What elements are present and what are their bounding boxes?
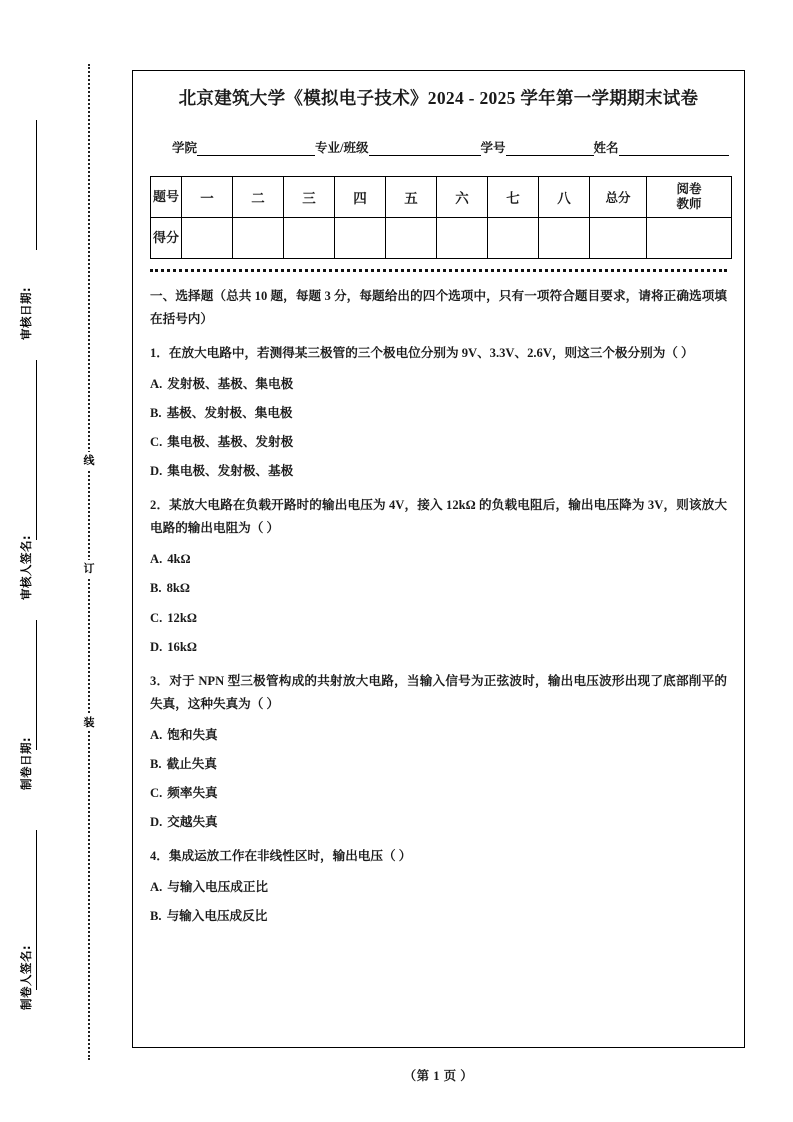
info-blank-name[interactable] <box>619 142 729 156</box>
score-cell-grader[interactable] <box>647 218 732 259</box>
info-field-college <box>172 138 315 156</box>
exam-body <box>150 285 727 926</box>
student-info-row <box>150 138 727 156</box>
fold-word-bind: 订 <box>81 560 97 577</box>
table-row-question-numbers <box>151 177 732 218</box>
question-2-option-b[interactable] <box>150 578 727 598</box>
score-cell-3[interactable] <box>284 218 335 259</box>
option-letter: B. <box>150 909 162 924</box>
score-col-1: 一 <box>182 177 233 218</box>
score-col-4: 四 <box>335 177 386 218</box>
option-letter: B. <box>150 756 162 771</box>
option-text: 集电极、发射极、基极 <box>167 464 294 479</box>
question-2-option-a[interactable] <box>150 549 727 569</box>
option-text: 集电极、基极、发射极 <box>167 435 294 450</box>
fold-word-line: 线 <box>81 452 97 469</box>
info-label-college: 学院 <box>172 141 198 156</box>
question-2-option-d[interactable] <box>150 637 727 657</box>
margin-rule-1 <box>36 120 37 250</box>
score-col-7: 七 <box>488 177 539 218</box>
question-4-option-b[interactable] <box>150 906 727 926</box>
info-blank-student-id[interactable] <box>506 142 594 156</box>
score-cell-5[interactable] <box>386 218 437 259</box>
score-col-5: 五 <box>386 177 437 218</box>
question-stem-2: 2．某放大电路在负载开路时的输出电压为 4V，接入 12kΩ 的负载电阻后，输出电压降为 3V，则该放大电路的输出电阻为（ ） <box>150 498 727 536</box>
margin-rule-4 <box>36 830 37 990</box>
left-margin-annotations <box>0 0 120 1122</box>
option-letter: C. <box>150 785 163 800</box>
dotted-separator <box>150 269 727 272</box>
grader-label-line2: 教师 <box>676 197 702 212</box>
option-letter: A. <box>150 376 163 391</box>
rowhead-text-score: 得分 <box>152 229 179 245</box>
option-letter: A. <box>150 727 163 742</box>
margin-label-preparer-signature: 制卷人签名: <box>19 944 33 1010</box>
margin-label-prepare-date: 制卷日期: <box>19 736 33 790</box>
info-label-student-id: 学号 <box>480 141 506 156</box>
score-table-rowhead-question-no <box>151 177 182 218</box>
margin-rule-2 <box>36 360 37 540</box>
option-letter: B. <box>150 405 162 420</box>
option-text: 12kΩ <box>167 610 197 625</box>
option-text: 8kΩ <box>166 581 190 596</box>
option-text: 饱和失真 <box>167 727 218 742</box>
option-text: 发射极、基极、集电极 <box>167 376 294 391</box>
info-label-name: 姓名 <box>593 141 619 156</box>
option-letter: D. <box>150 815 163 830</box>
question-block-2 <box>150 494 727 656</box>
option-letter: A. <box>150 552 163 567</box>
question-2-option-c[interactable] <box>150 608 727 628</box>
exam-content-frame <box>132 70 745 1048</box>
margin-label-reviewer-signature: 审核人签名: <box>19 534 33 600</box>
info-label-major-class: 专业/班级 <box>315 141 369 156</box>
option-letter: A. <box>150 880 163 895</box>
page-footer: （第 1 页 ） <box>403 1069 474 1083</box>
question-3-option-a[interactable] <box>150 725 727 745</box>
question-3-option-d[interactable] <box>150 812 727 832</box>
margin-rule-3 <box>36 620 37 750</box>
option-letter: B. <box>150 581 162 596</box>
info-field-name <box>594 138 729 156</box>
section-heading-multiple-choice: 一、选择题（总共 10 题，每题 3 分，每题给出的四个选项中，只有一项符合题目要求，请将正确选项填在括号内） <box>150 289 727 327</box>
info-blank-major-class[interactable] <box>369 142 481 156</box>
option-letter: C. <box>150 435 163 450</box>
question-block-4 <box>150 845 727 926</box>
fold-word-seal: 装 <box>81 714 97 731</box>
rowhead-text-question-no: 题号 <box>152 188 179 204</box>
score-table-rowhead-score <box>151 218 182 259</box>
question-4-option-a[interactable] <box>150 877 727 897</box>
option-text: 与输入电压成正比 <box>167 880 268 895</box>
score-cell-8[interactable] <box>539 218 590 259</box>
info-field-student-id <box>481 138 594 156</box>
margin-label-review-date: 审核日期: <box>19 286 33 340</box>
info-blank-college[interactable] <box>197 142 315 156</box>
info-field-major-class <box>315 138 480 156</box>
option-letter: C. <box>150 610 163 625</box>
option-text: 4kΩ <box>167 552 191 567</box>
score-cell-2[interactable] <box>233 218 284 259</box>
option-text: 基极、发射极、集电极 <box>166 405 293 420</box>
score-cell-6[interactable] <box>437 218 488 259</box>
question-1-option-c[interactable] <box>150 432 727 452</box>
exam-title: 北京建筑大学《模拟电子技术》2024 - 2025 学年第一学期期末试卷 <box>178 88 699 108</box>
option-text: 16kΩ <box>167 639 197 654</box>
option-text: 频率失真 <box>167 785 218 800</box>
score-col-8: 八 <box>539 177 590 218</box>
question-stem-4: 4．集成运放工作在非线性区时，输出电压（ ） <box>150 849 412 864</box>
score-col-grader <box>647 177 732 218</box>
score-cell-7[interactable] <box>488 218 539 259</box>
question-block-1 <box>150 342 727 481</box>
grader-label-line1: 阅卷 <box>676 182 702 197</box>
question-block-3 <box>150 670 727 832</box>
score-col-2: 二 <box>233 177 284 218</box>
question-1-option-d[interactable] <box>150 461 727 481</box>
score-cell-1[interactable] <box>182 218 233 259</box>
question-3-option-c[interactable] <box>150 783 727 803</box>
score-cell-total[interactable] <box>590 218 647 259</box>
score-col-3: 三 <box>284 177 335 218</box>
score-cell-4[interactable] <box>335 218 386 259</box>
option-letter: D. <box>150 639 163 654</box>
question-3-option-b[interactable] <box>150 754 727 774</box>
option-text: 交越失真 <box>167 815 218 830</box>
option-text: 截止失真 <box>166 756 217 771</box>
question-stem-3: 3．对于 NPN 型三极管构成的共射放大电路，当输入信号为正弦波时，输出电压波形出现了底部削平的失真，这种失真为（ ） <box>150 673 727 711</box>
option-letter: D. <box>150 464 163 479</box>
option-text: 与输入电压成反比 <box>166 909 268 924</box>
question-stem-1: 1．在放大电路中，若测得某三极管的三个极电位分别为 9V、3.3V、2.6V，则这三个极分别为（ ） <box>150 345 694 360</box>
table-row-scores <box>151 218 732 259</box>
question-1-option-b[interactable] <box>150 403 727 423</box>
score-col-total: 总分 <box>590 177 647 218</box>
score-col-6: 六 <box>437 177 488 218</box>
score-table <box>150 176 732 259</box>
question-1-option-a[interactable] <box>150 374 727 394</box>
